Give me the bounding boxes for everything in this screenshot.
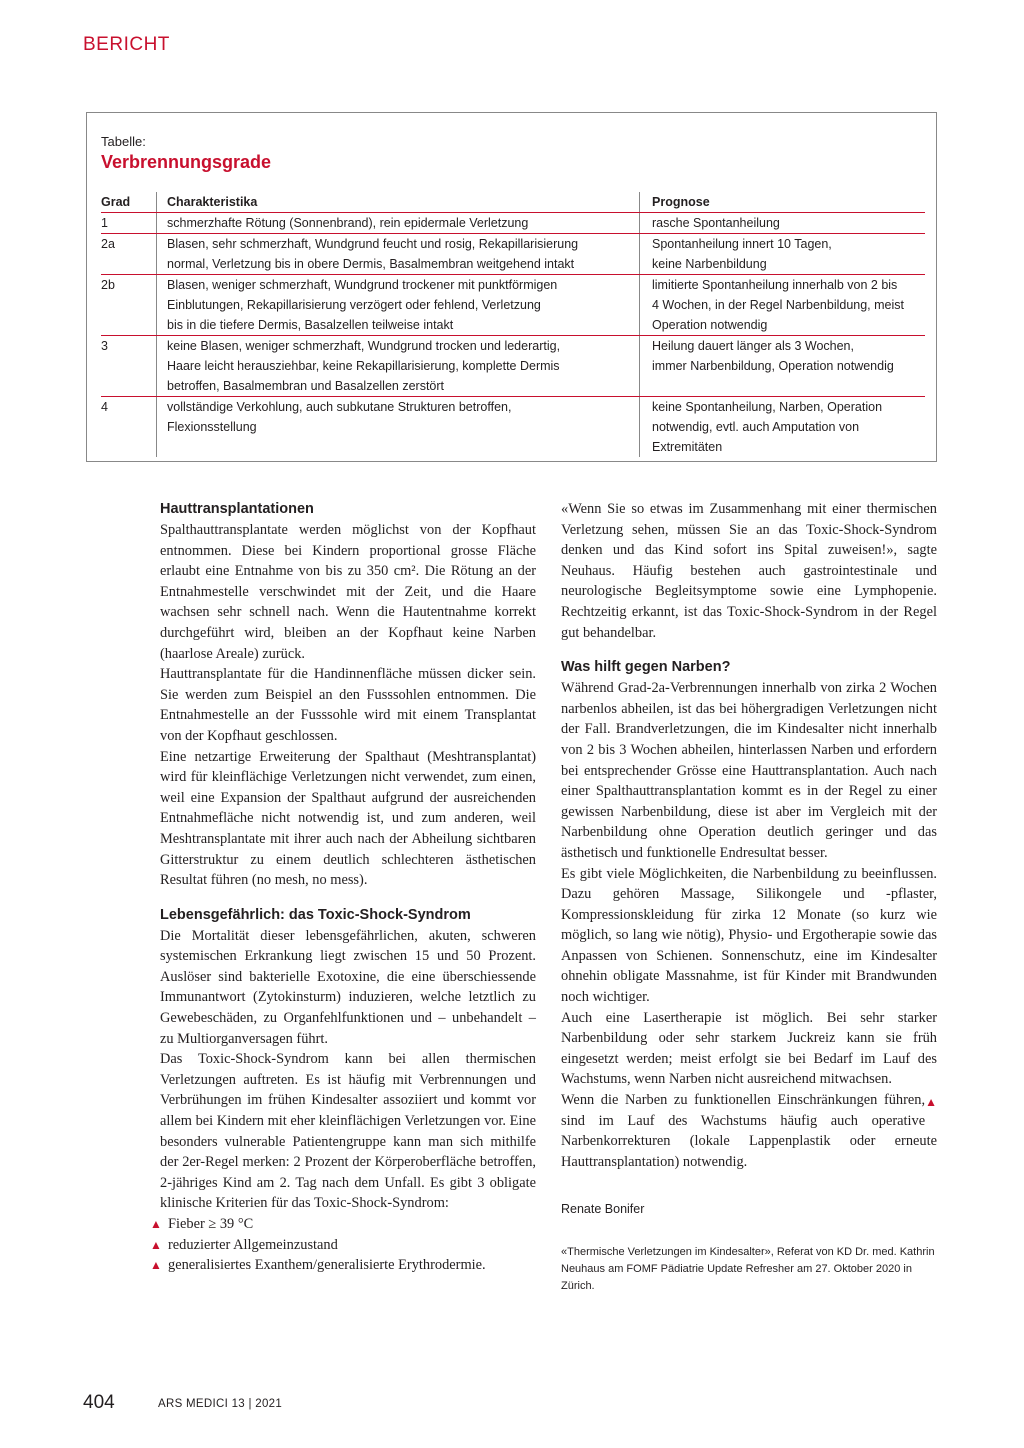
list-item [150, 1214, 536, 1235]
author-name: Renate Bonifer [561, 1202, 645, 1217]
left-column [150, 499, 536, 1276]
list-item-text: Fieber ≥ 39 °C [168, 1216, 254, 1232]
table-row [101, 397, 925, 458]
paragraph: Auch eine Lasertherapie ist möglich. Bei sehr starker Narbenbildung oder sehr starkem Juckreiz kann sie früh eingesetzt werden; meist erfolgt sie bei Bedarf im Lauf des Wachstums, wenn Narben nicht ausreichend mitwachsen. [561, 1009, 937, 1088]
table-kicker: Tabelle: [101, 134, 146, 149]
cell-prognosis: Heilung dauert länger als 3 Wochen, immer Narbenbildung, Operation notwendig [640, 336, 926, 397]
cell-characteristics: vollständige Verkohlung, auch subkutane Strukturen betroffen, Flexionsstellung [157, 397, 640, 458]
triangle-bullet-icon: ▲ [150, 1217, 162, 1231]
cell-characteristics: schmerzhafte Rötung (Sonnenbrand), rein epidermale Verletzung [157, 213, 640, 234]
cell-prognosis: keine Spontanheilung, Narben, Operation notwendig, evtl. auch Amputation von Extremitäten [640, 397, 926, 458]
paragraph-text: Wenn die Narben zu funktionellen Einschränkungen führen, sind im Lauf des Wachstums häufig auch operative Narbenkorrekturen (lokale Lappenplastik oder erneute Hauttransplantation) notwendig. [561, 1092, 937, 1170]
heading-scars: Was hilft gegen Narben? [561, 659, 731, 676]
table-title: Verbrennungsgrade [101, 152, 272, 172]
list-item-text: generalisiertes Exanthem/generalisierte Erythrodermie. [168, 1257, 486, 1274]
triangle-bullet-icon: ▲ [150, 1258, 162, 1273]
cell-grade: 4 [101, 400, 108, 414]
journal-name: ARS MEDICI 13 | 2021 [158, 1398, 283, 1410]
heading-skin-grafts: Hauttransplantationen [160, 501, 314, 517]
paragraph: Eine netzartige Erweiterung der Spalthaut (Meshtransplantat) wird für kleinflächige Verletzungen nicht verwendet, zum einen, weil eine Expansion der Spalthaut aufgrund der ausreichenden Entnahmefläche nicht notwendig ist, und zum anderen, weil Meshtransplantate mit ihrer auch nach der Abheilung sichtbaren Gitterstruktur zu einem deutlich schlechteren ästhetischen Resultat führen (no mesh, no mess). [160, 748, 536, 889]
cell-characteristics: keine Blasen, weniger schmerzhaft, Wundgrund trocken und lederartig, Haare leicht herausziehbar, keine Rekapillarisierung, komplette Dermis betroffen, Basalmembran und Basalzellen zerstört [157, 336, 640, 397]
burn-grades-table [101, 192, 925, 457]
table-header-row [101, 192, 925, 213]
paragraph: Das Toxic-Shock-Syndrom kann bei allen thermischen Verletzungen auftreten. Es ist häufig mit Verbrennungen und Verbrühungen im frühen Kindesalter assoziiert und kommt vor allem bei Kindern mit eher kleinflächigen Verletzungen vor. Eine besonders vulnerable Patientengruppe kann man sich mithilfe der 2er-Regel merken: 2 Prozent der Körperoberfläche betroffen, 2-jähriges Kind am 2. Tag nach dem Unfall. Es gibt 3 obligate klinische Kriterien für das Toxic-Shock-Syndrom: [160, 1051, 536, 1212]
cell-grade: 2a [101, 234, 157, 275]
paragraph-final [561, 1090, 937, 1172]
triangle-bullet-icon: ▲ [150, 1237, 162, 1252]
paragraph: «Wenn Sie so etwas im Zusammenhang mit einer thermischen Verletzung sehen, müssen Sie an das Toxic-Shock-Syndrom denken und das Kind sofort ins Spital zuweisen!», sagte Neuhaus. Häufig bestehen auch gastrointestinale und neurologische Begleitsymptome sowie eine Lymphopenie. Rechtzeitig erkannt, ist das Toxic-Shock-Syndrom in der Regel gut behandelbar. [561, 501, 937, 641]
end-triangle-icon: ▲ [925, 1095, 937, 1110]
cell-prognosis: rasche Spontanheilung [640, 213, 926, 234]
list-item [150, 1255, 536, 1276]
heading-toxic-shock: Lebensgefährlich: das Toxic-Shock-Syndrom [160, 906, 471, 923]
cell-characteristics: Blasen, weniger schmerzhaft, Wundgrund trockener mit punktförmigen Einblutungen, Rekapillarisierung verzögert oder fehlend, Verletzung bis in die tiefere Dermis, Basalzellen teilweise intakt [157, 275, 640, 336]
paragraph: Spalthauttransplantate werden möglichst von der Kopfhaut entnommen. Diese bei Kindern proportional grosse Fläche erlaubt eine Entnahme von bis zu 350 cm². Die Rötung an der Entnahmestelle verschwindet mit der Zeit, und die Haare wachsen sehr schnell nach. Wenn die Hautentnahme korrekt durchgeführt wird, bleiben an der Kopfhaut keine Narben (haarlose Areale) zurück. [160, 522, 536, 662]
header-grade: Grad [101, 192, 157, 213]
paragraph: Es gibt viele Möglichkeiten, die Narbenbildung zu beeinflussen. Dazu gehören Massage, Silikongele und -pflaster, Kompressionskleidung für zirka 12 Monate (so kurz wie möglich, so lang wie nötig), Physio- und Ergotherapie sowie das Anpassen von Schienen. Sonnenschutz, eine im Kindesalter ohnehin obligate Massnahme, ist für Kinder mit Brandwunden noch wichtiger. [561, 865, 937, 1006]
table-row [101, 234, 925, 275]
paragraph: Die Mortalität dieser lebensgefährlichen, akuten, schweren systemischen Erkrankung liegt zwischen 15 und 50 Prozent. Auslöser sind bakterielle Exotoxine, die eine überschiessende Immunantwort (Zytokinsturm) induzieren, welche letztlich zu Gewebeschäden, zu Organfehlfunktionen und – unbehandelt – zu Multiorganversagen führt. [160, 927, 536, 1047]
section-label: BERICHT [83, 34, 170, 55]
table-row [101, 336, 925, 397]
paragraph: Während Grad-2a-Verbrennungen innerhalb von zirka 2 Wochen narbenlos abheilen, ist das bei höhergradigen Verletzungen nicht der Fall. Brandverletzungen, die im Kindesalter nicht innerhalb von 2 bis 3 Wochen abheilen, hinterlassen Narben und erfordern bei entsprechender Grösse eine Hauttransplantation. Auch nach einer Spalthauttransplantation kommt es in der Regel zu einer gewissen Narbenbildung, diese ist aber im Vergleich mit der Narbenbildung ohne Operation deutlich geringer und das ästhetisch und funktionelle Endresultat besser. [561, 680, 937, 861]
paragraph: Hauttransplantate für die Handinnenfläche müssen dicker sein. Sie werden zum Beispiel an den Fusssohlen entnommen. Die Entnahmestelle an der Fusssohle wird mit einem Transplantat von der Kopfhaut geschlossen. [160, 666, 536, 744]
right-column [561, 499, 937, 1295]
header-prognosis: Prognose [640, 192, 926, 213]
burn-grades-table-box [86, 112, 937, 462]
list-item-text: reduzierter Allgemeinzustand [168, 1236, 338, 1253]
cell-grade: 2b [101, 275, 157, 336]
list-item [150, 1235, 536, 1256]
cell-grade: 3 [101, 336, 157, 397]
reference-note: «Thermische Verletzungen im Kindesalter», Referat von KD Dr. med. Kathrin Neuhaus am FOMF Pädiatrie Update Refresher am 27. Oktober 2020 in Zürich. [561, 1246, 935, 1293]
table-row [101, 275, 925, 336]
criteria-list [150, 1214, 536, 1276]
table-row [101, 213, 925, 234]
cell-grade: 1 [101, 213, 157, 234]
cell-characteristics: Blasen, sehr schmerzhaft, Wundgrund feucht und rosig, Rekapillarisierung normal, Verletzung bis in obere Dermis, Basalmembran weitgehend intakt [157, 234, 640, 275]
page-number: 404 [83, 1392, 115, 1413]
cell-prognosis: Spontanheilung innert 10 Tagen, keine Narbenbildung [640, 234, 926, 275]
header-characteristics: Charakteristika [157, 192, 640, 213]
cell-prognosis: limitierte Spontanheilung innerhalb von 2 bis 4 Wochen, in der Regel Narbenbildung, meist Operation notwendig [640, 275, 926, 336]
